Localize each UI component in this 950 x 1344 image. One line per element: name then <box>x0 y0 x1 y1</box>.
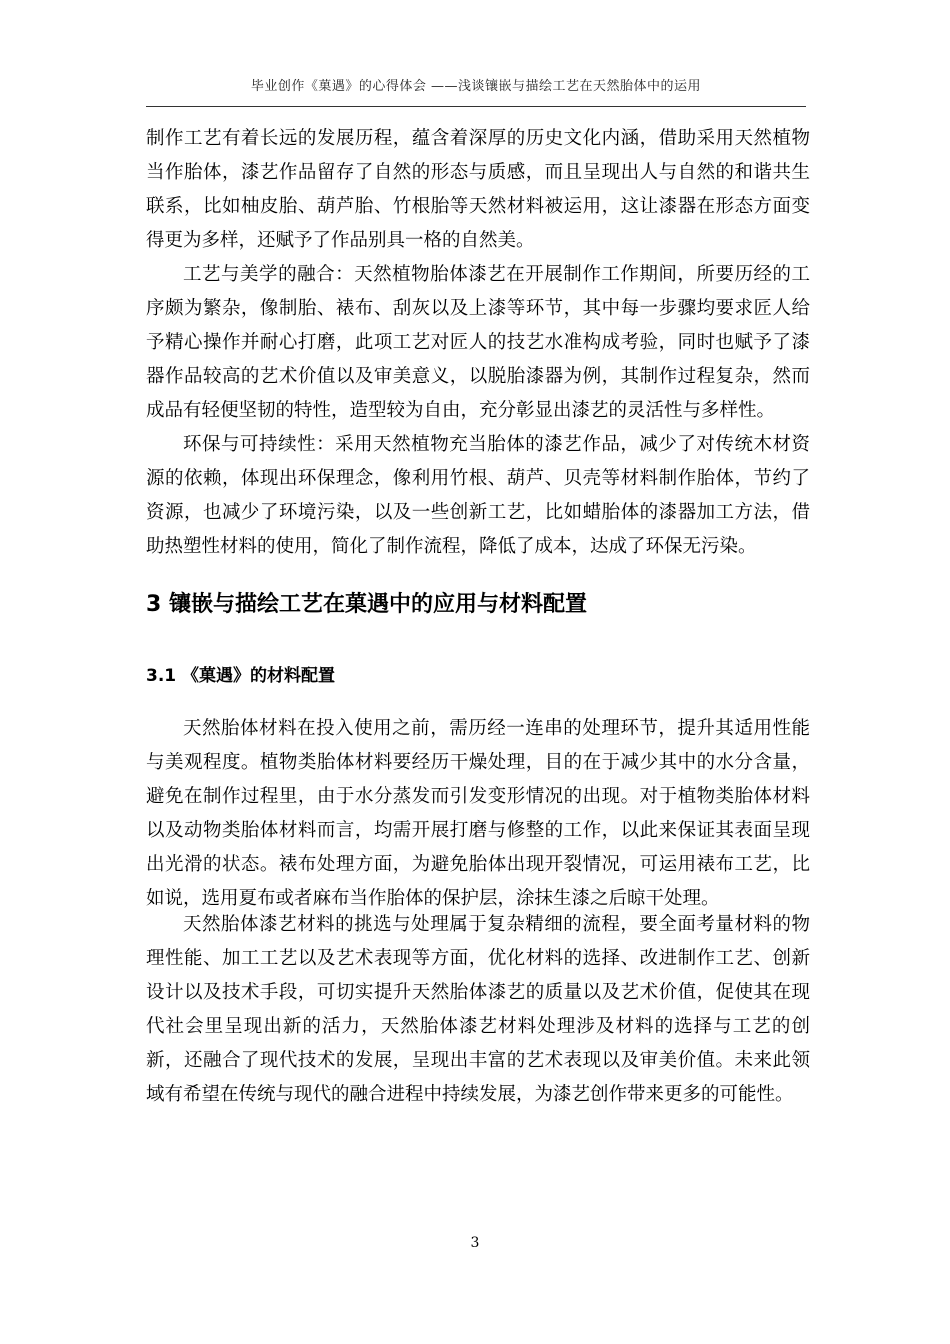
subsection-heading: 3.1 《菓遇》的材料配置 <box>146 666 336 686</box>
section-heading: 3 镶嵌与描绘工艺在菓遇中的应用与材料配置 <box>146 592 587 617</box>
page-number: 3 <box>470 1235 480 1251</box>
body-paragraph: 工艺与美学的融合：天然植物胎体漆艺在开展制作工作期间，所要历经的工序颇为繁杂，像制胎、裱布、刮灰以及上漆等环节，其中每一步骤均要求匠人给予精心操作并耐心打磨，此项工艺对匠人的技艺水准构成考验，同时也赋予了漆器作品较高的艺术价值以及审美意义，以脱胎漆器为例，其制作过程复杂，然而成品有轻便坚韧的特性，造型较为自由，充分彰显出漆艺的灵活性与多样性。 <box>146 264 810 421</box>
body-paragraph: 制作工艺有着长远的发展历程，蕴含着深厚的历史文化内涵，借助采用天然植物当作胎体，漆艺作品留存了自然的形态与质感，而且呈现出人与自然的和谐共生联系，比如柚皮胎、葫芦胎、竹根胎等天然材料被运用，这让漆器在形态方面变得更为多样，还赋予了作品别具一格的自然美。 <box>146 128 810 251</box>
running-header: 毕业创作《菓遇》的心得体会 ——浅谈镶嵌与描绘工艺在天然胎体中的运用 <box>250 79 702 94</box>
body-paragraph: 天然胎体漆艺材料的挑选与处理属于复杂精细的流程，要全面考量材料的物理性能、加工工艺以及艺术表现等方面，优化材料的选择、改进制作工艺、创新设计以及技术手段，可切实提升天然胎体漆艺的质量以及艺术价值，促使其在现代社会里呈现出新的活力，天然胎体漆艺材料处理涉及材料的选择与工艺的创新，还融合了现代技术的发展，呈现出丰富的艺术表现以及审美价值。未来此领域有希望在传统与现代的融合进程中持续发展，为漆艺创作带来更多的可能性。 <box>146 914 810 1105</box>
body-paragraph: 天然胎体材料在投入使用之前，需历经一连串的处理环节，提升其适用性能与美观程度。植物类胎体材料要经历干燥处理，目的在于减少其中的水分含量，避免在制作过程里，由于水分蒸发而引发变形情况的出现。对于植物类胎体材料以及动物类胎体材料而言，均需开展打磨与修整的工作，以此来保证其表面呈现出光滑的状态。裱布处理方面，为避免胎体出现开裂情况，可运用裱布工艺，比如说，选用夏布或者麻布当作胎体的保护层，涂抹生漆之后晾干处理。 <box>146 718 810 909</box>
header-rule <box>146 106 806 107</box>
body-paragraph: 环保与可持续性：采用天然植物充当胎体的漆艺作品，减少了对传统木材资源的依赖，体现出环保理念，像利用竹根、葫芦、贝壳等材料制作胎体，节约了资源，也减少了环境污染，以及一些创新工艺，比如蜡胎体的漆器加工方法，借助热塑性材料的使用，简化了制作流程，降低了成本，达成了环保无污染。 <box>146 434 810 557</box>
